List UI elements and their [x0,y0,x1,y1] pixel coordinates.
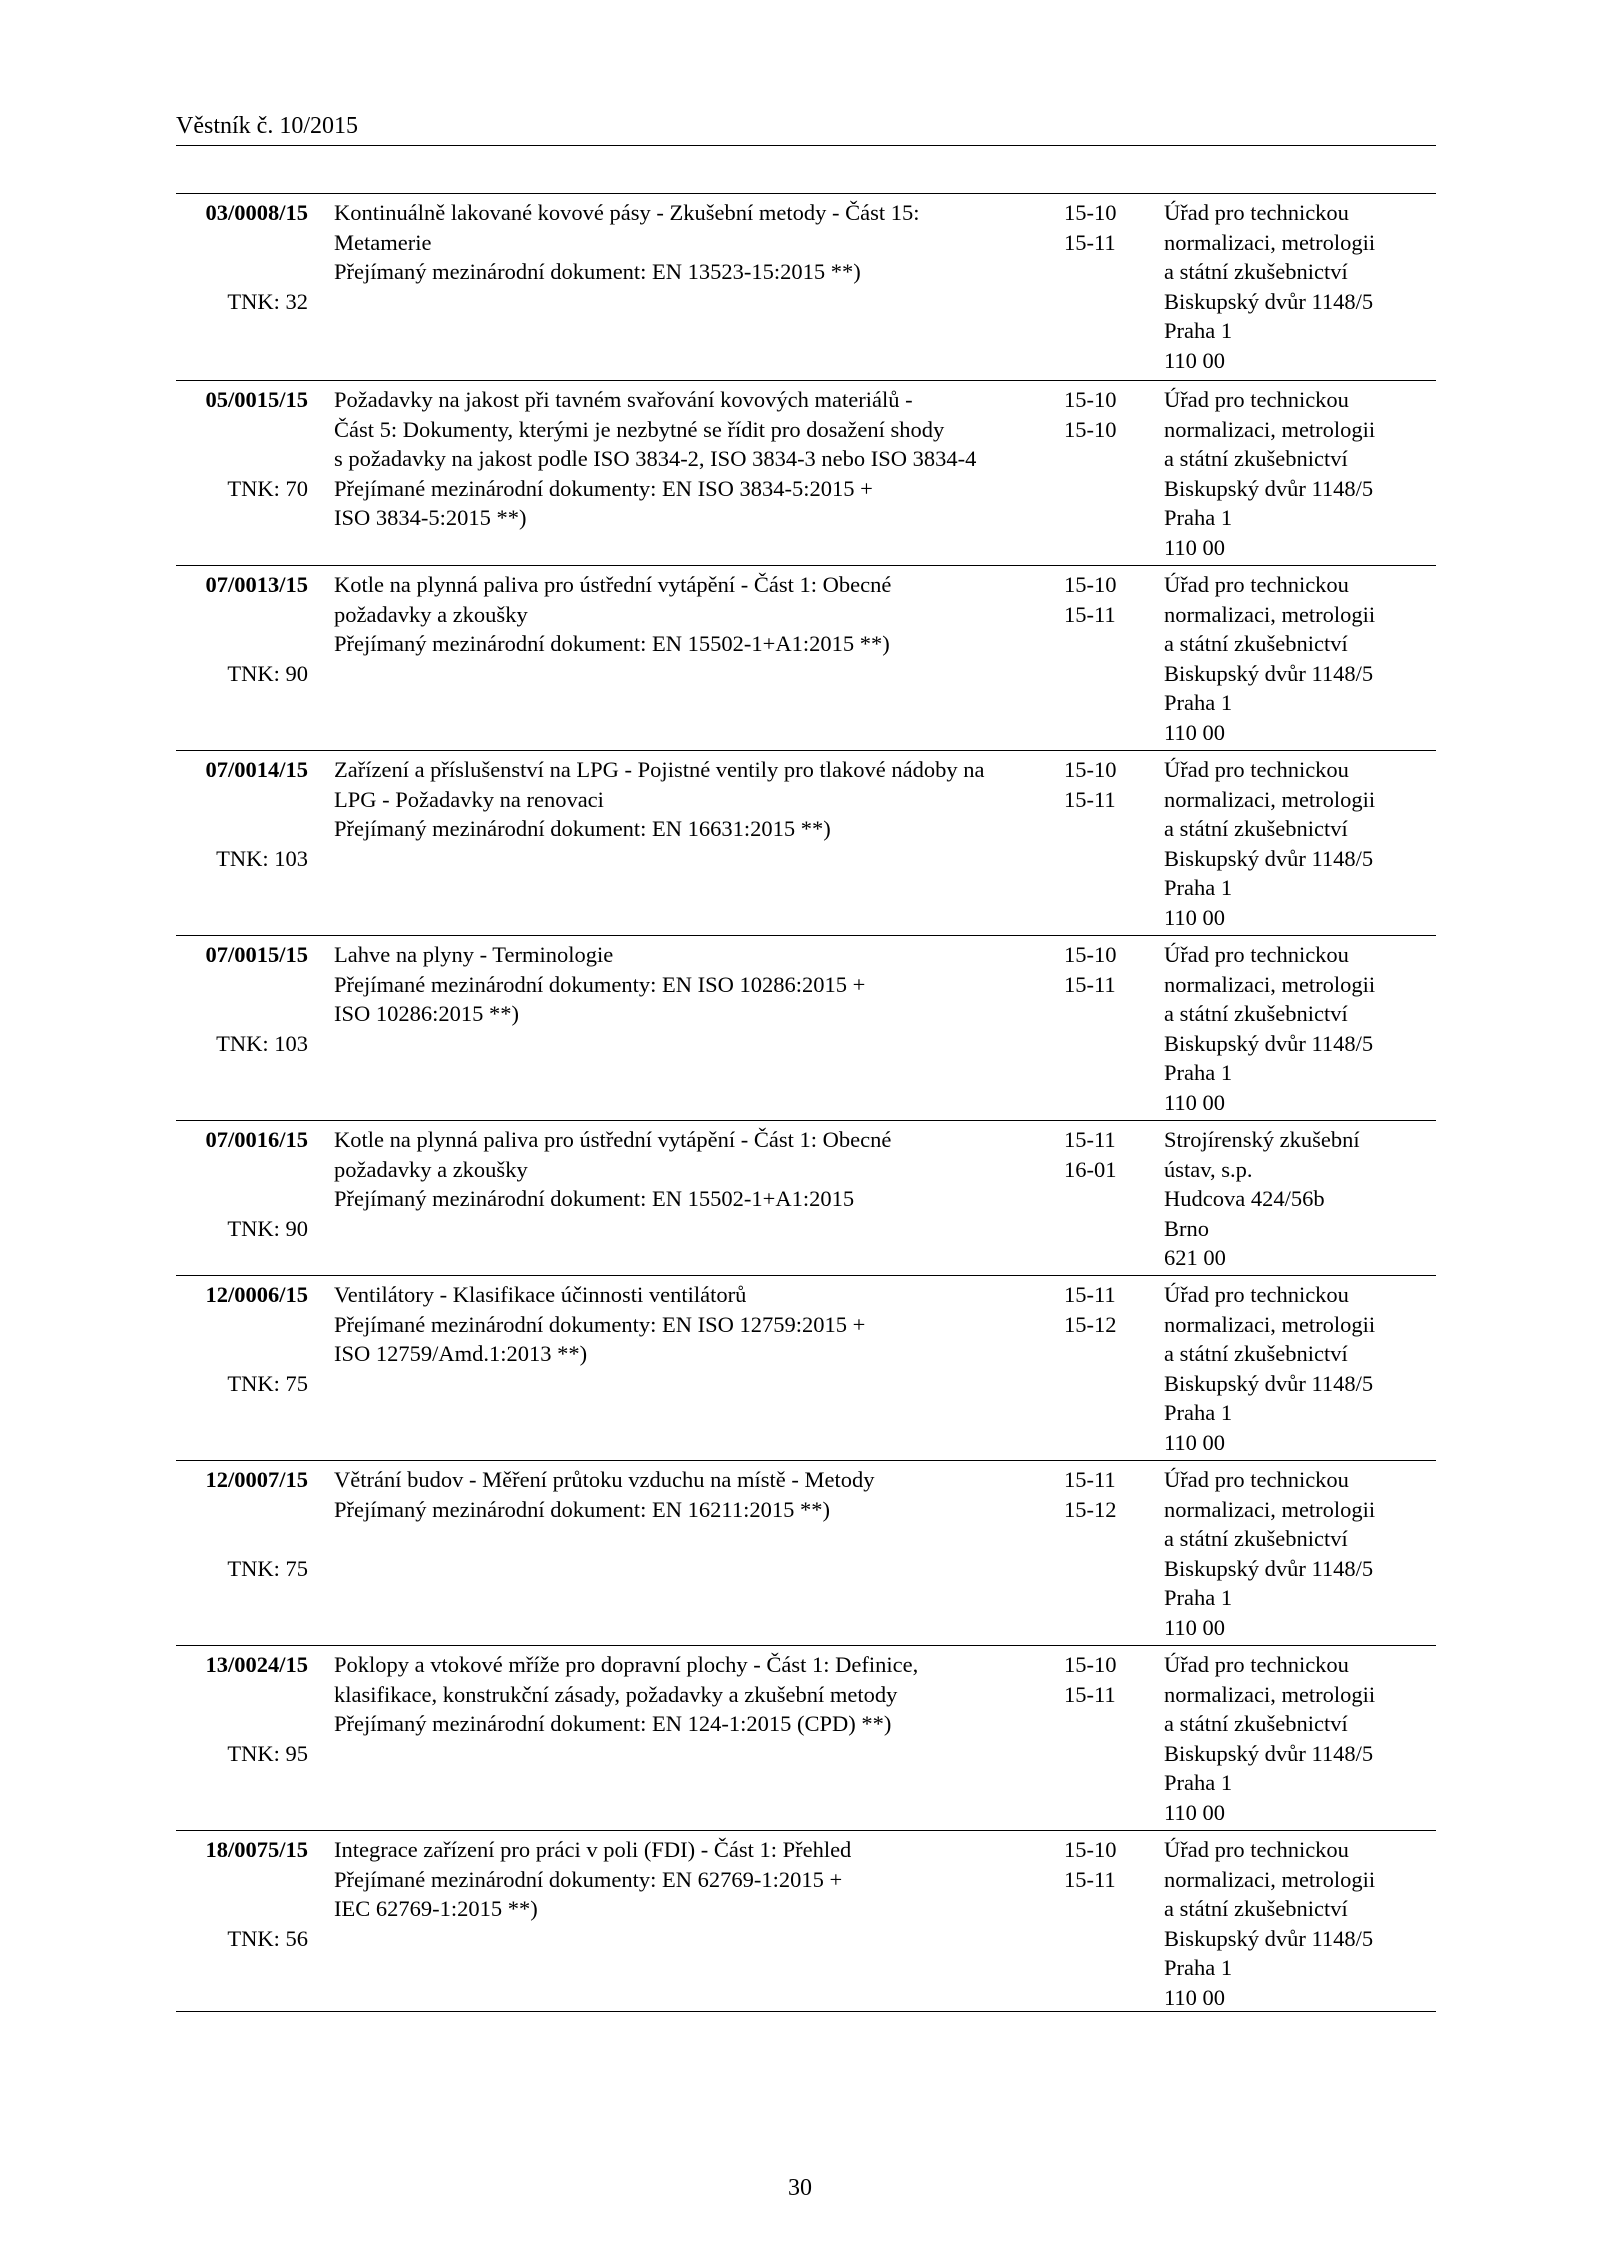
entry-date: 15-11 [1064,1467,1116,1492]
organization-line: Praha 1 [1164,1770,1233,1795]
organization-line: Úřad pro technickou [1164,572,1349,597]
entry-date: 15-11 [1064,1681,1116,1707]
entry-code-cell [176,1835,308,1951]
entry-code-cell [176,1280,308,1396]
organization-line: Úřad pro technickou [1164,200,1349,225]
entry-title-line: ISO 12759/Amd.1:2013 **) [334,1341,588,1366]
entry-title-line: Větrání budov - Měření průtoku vzduchu na místě - Metody [334,1467,875,1492]
entry-title-line: Poklopy a vtokové mříže pro dopravní plochy - Část 1: Definice, [334,1652,919,1677]
table-row [176,1645,1436,1830]
entry-tnk: TNK: 95 [227,1740,308,1766]
entry-title-line: Požadavky na jakost při tavném svařování kovových materiálů - [334,387,913,412]
organization-line: Úřad pro technickou [1164,387,1349,412]
organization-line: 110 00 [1164,719,1226,745]
organization-line: normalizaci, metrologii [1164,601,1376,627]
entry-organization-cell [1164,385,1436,562]
organization-line: Praha 1 [1164,1955,1233,1980]
table-row [176,750,1436,935]
entry-number: 07/0016/15 [205,1127,308,1152]
organization-line: 110 00 [1164,534,1226,560]
entry-number: 12/0006/15 [205,1282,308,1307]
entry-date: 15-11 [1064,229,1116,255]
entry-title-line: požadavky a zkoušky [334,601,528,627]
organization-line: a státní zkušebnictví [1164,816,1348,841]
entry-organization-cell [1164,1650,1436,1827]
entry-number: 07/0014/15 [205,757,308,782]
organization-line: Praha 1 [1164,1585,1233,1610]
organization-line: Úřad pro technickou [1164,1282,1349,1307]
entry-date: 15-10 [1064,757,1117,782]
entry-title-line: klasifikace, konstrukční zásady, požadavky a zkušební metody [334,1681,898,1707]
organization-line: Biskupský dvůr 1148/5 [1164,1030,1374,1056]
entry-title-line: Přejímané mezinárodní dokumenty: EN ISO 3834-5:2015 + [334,475,873,501]
organization-line: Strojírenský zkušební [1164,1127,1360,1152]
organization-line: a státní zkušebnictví [1164,1711,1348,1736]
entry-tnk: TNK: 56 [227,1925,308,1951]
entry-title-line: IEC 62769-1:2015 **) [334,1896,538,1921]
entry-number: 12/0007/15 [205,1467,308,1492]
organization-line: a státní zkušebnictví [1164,1526,1348,1551]
entry-tnk: TNK: 90 [227,1215,308,1241]
entry-dates-cell [1064,1280,1144,1339]
organization-line: Biskupský dvůr 1148/5 [1164,1740,1374,1766]
organization-line: a státní zkušebnictví [1164,259,1348,284]
organization-line: Úřad pro technickou [1164,757,1349,782]
entry-date: 15-11 [1064,1127,1116,1152]
entry-tnk: TNK: 90 [227,660,308,686]
entry-number: 07/0013/15 [205,572,308,597]
organization-line: Praha 1 [1164,690,1233,715]
organization-line: ústav, s.p. [1164,1156,1253,1182]
organization-line: normalizaci, metrologii [1164,971,1376,997]
entry-title-line: Ventilátory - Klasifikace účinnosti ventilátorů [334,1282,747,1307]
organization-line: Praha 1 [1164,318,1233,343]
entry-tnk: TNK: 75 [227,1370,308,1396]
organization-line: normalizaci, metrologii [1164,1311,1376,1337]
entry-code-cell [176,755,308,871]
entry-title-line: Přejímaný mezinárodní dokument: EN 16631:2015 **) [334,816,831,841]
entry-number: 13/0024/15 [205,1652,308,1677]
entry-organization-cell [1164,1465,1436,1642]
organization-line: a státní zkušebnictví [1164,446,1348,471]
organization-line: Praha 1 [1164,1060,1233,1085]
entry-date: 15-10 [1064,416,1117,442]
organization-line: Brno [1164,1215,1209,1241]
entry-tnk: TNK: 75 [227,1555,308,1581]
organization-line: a státní zkušebnictví [1164,1896,1348,1921]
entry-title-line: Integrace zařízení pro práci v poli (FDI) - Část 1: Přehled [334,1837,852,1862]
entry-date: 15-11 [1064,1282,1116,1307]
organization-line: Biskupský dvůr 1148/5 [1164,1370,1374,1396]
organization-line: 110 00 [1164,1984,1226,2010]
organization-line: Hudcova 424/56b [1164,1186,1325,1211]
organization-line: Biskupský dvůr 1148/5 [1164,475,1374,501]
entry-organization-cell [1164,570,1436,747]
entry-number: 03/0008/15 [205,200,308,225]
organization-line: normalizaci, metrologii [1164,416,1376,442]
entry-title-line: Kontinuálně lakované kovové pásy - Zkušební metody - Část 15: [334,200,920,225]
entry-code-cell [176,570,308,686]
organization-line: 110 00 [1164,347,1226,373]
table-row [176,380,1436,565]
entry-title-line: Přejímané mezinárodní dokumenty: EN 62769-1:2015 + [334,1866,843,1892]
entry-date: 15-11 [1064,1866,1116,1892]
table-row [176,1275,1436,1460]
entry-title-line: Přejímaný mezinárodní dokument: EN 16211:2015 **) [334,1496,830,1522]
table-row [176,1120,1436,1275]
organization-line: 110 00 [1164,1799,1226,1825]
entry-title-line: Zařízení a příslušenství na LPG - Pojistné ventily pro tlakové nádoby na [334,757,985,782]
organization-line: Praha 1 [1164,875,1233,900]
entry-date: 15-11 [1064,971,1116,997]
entry-dates-cell [1064,570,1144,629]
organization-line: Úřad pro technickou [1164,1837,1349,1862]
entry-organization-cell [1164,1280,1436,1457]
entry-title-line: ISO 3834-5:2015 **) [334,505,527,530]
entry-dates-cell [1064,940,1144,999]
entry-title-line: Lahve na plyny - Terminologie [334,942,614,967]
entry-dates-cell [1064,1125,1144,1184]
entry-number: 07/0015/15 [205,942,308,967]
entry-date: 15-12 [1064,1496,1117,1522]
entry-title-line: Přejímaný mezinárodní dokument: EN 13523-15:2015 **) [334,259,861,284]
entry-date: 15-11 [1064,786,1116,812]
entry-dates-cell [1064,1650,1144,1709]
entry-date: 15-10 [1064,1837,1117,1862]
organization-line: 110 00 [1164,1614,1226,1640]
entry-date: 15-10 [1064,200,1117,225]
table-row [176,1460,1436,1645]
organization-line: 110 00 [1164,1429,1226,1455]
entry-date: 15-10 [1064,1652,1117,1677]
entry-date: 15-12 [1064,1311,1117,1337]
table-row [176,565,1436,750]
page-number: 30 [788,2175,812,2201]
entry-date: 15-10 [1064,387,1117,412]
organization-line: Biskupský dvůr 1148/5 [1164,1555,1374,1581]
entry-code-cell [176,1650,308,1766]
entry-organization-cell [1164,755,1436,932]
entry-number: 18/0075/15 [205,1837,308,1862]
organization-line: a státní zkušebnictví [1164,1341,1348,1366]
organization-line: normalizaci, metrologii [1164,229,1376,255]
entry-dates-cell [1064,385,1144,444]
entry-title-line: s požadavky na jakost podle ISO 3834-2, ISO 3834-3 nebo ISO 3834-4 [334,446,977,471]
entry-tnk: TNK: 103 [216,845,308,871]
entry-code-cell [176,198,308,314]
page-header-title: Věstník č. 10/2015 [176,113,358,139]
entry-tnk: TNK: 32 [227,288,308,314]
entry-dates-cell [1064,1465,1144,1524]
entry-title-line: Metamerie [334,229,432,255]
organization-line: Úřad pro technickou [1164,1467,1349,1492]
entry-date: 16-01 [1064,1156,1117,1182]
organization-line: a státní zkušebnictví [1164,1001,1348,1026]
organization-line: 110 00 [1164,1089,1226,1115]
organization-line: Biskupský dvůr 1148/5 [1164,845,1374,871]
entry-number: 05/0015/15 [205,387,308,412]
entry-title-line: Kotle na plynná paliva pro ústřední vytápění - Část 1: Obecné [334,1127,892,1152]
entry-code-cell [176,385,308,501]
entry-date: 15-11 [1064,601,1116,627]
entry-tnk: TNK: 70 [227,475,308,501]
entry-code-cell [176,940,308,1056]
entry-title-line: LPG - Požadavky na renovaci [334,786,604,812]
entry-title-line: Přejímaný mezinárodní dokument: EN 15502-1+A1:2015 [334,1186,855,1211]
entry-code-cell [176,1465,308,1581]
entry-title-line: ISO 10286:2015 **) [334,1001,519,1026]
organization-line: normalizaci, metrologii [1164,1866,1376,1892]
entry-title-line: Přejímaný mezinárodní dokument: EN 124-1:2015 (CPD) **) [334,1711,892,1736]
organization-line: a státní zkušebnictví [1164,631,1348,656]
organization-line: Biskupský dvůr 1148/5 [1164,288,1374,314]
organization-line: normalizaci, metrologii [1164,1681,1376,1707]
entry-title-line: Přejímaný mezinárodní dokument: EN 15502-1+A1:2015 **) [334,631,890,656]
entry-organization-cell [1164,198,1436,375]
organization-line: Biskupský dvůr 1148/5 [1164,1925,1374,1951]
entry-date: 15-10 [1064,942,1117,967]
entry-title-line: Přejímané mezinárodní dokumenty: EN ISO 12759:2015 + [334,1311,866,1337]
entry-title-line: požadavky a zkoušky [334,1156,528,1182]
entry-dates-cell [1064,1835,1144,1894]
entry-dates-cell [1064,198,1144,257]
entry-title-line: Kotle na plynná paliva pro ústřední vytápění - Část 1: Obecné [334,572,892,597]
organization-line: Praha 1 [1164,505,1233,530]
entry-code-cell [176,1125,308,1241]
entry-dates-cell [1064,755,1144,814]
organization-line: normalizaci, metrologii [1164,1496,1376,1522]
organization-line: normalizaci, metrologii [1164,786,1376,812]
organization-line: Praha 1 [1164,1400,1233,1425]
organization-line: Úřad pro technickou [1164,1652,1349,1677]
standards-table [176,193,1436,2012]
organization-line: 621 00 [1164,1245,1226,1270]
entry-organization-cell [1164,940,1436,1117]
entry-title-line: Přejímané mezinárodní dokumenty: EN ISO 10286:2015 + [334,971,866,997]
organization-line: Úřad pro technickou [1164,942,1349,967]
header-divider [176,145,1436,146]
entry-date: 15-10 [1064,572,1117,597]
entry-tnk: TNK: 103 [216,1030,308,1056]
table-row [176,1830,1436,2011]
entry-title-line: Část 5: Dokumenty, kterými je nezbytné se řídit pro dosažení shody [334,416,945,442]
organization-line: 110 00 [1164,904,1226,930]
table-row [176,194,1436,380]
entry-organization-cell [1164,1835,1436,2012]
organization-line: Biskupský dvůr 1148/5 [1164,660,1374,686]
entry-organization-cell [1164,1125,1436,1273]
table-row [176,935,1436,1120]
